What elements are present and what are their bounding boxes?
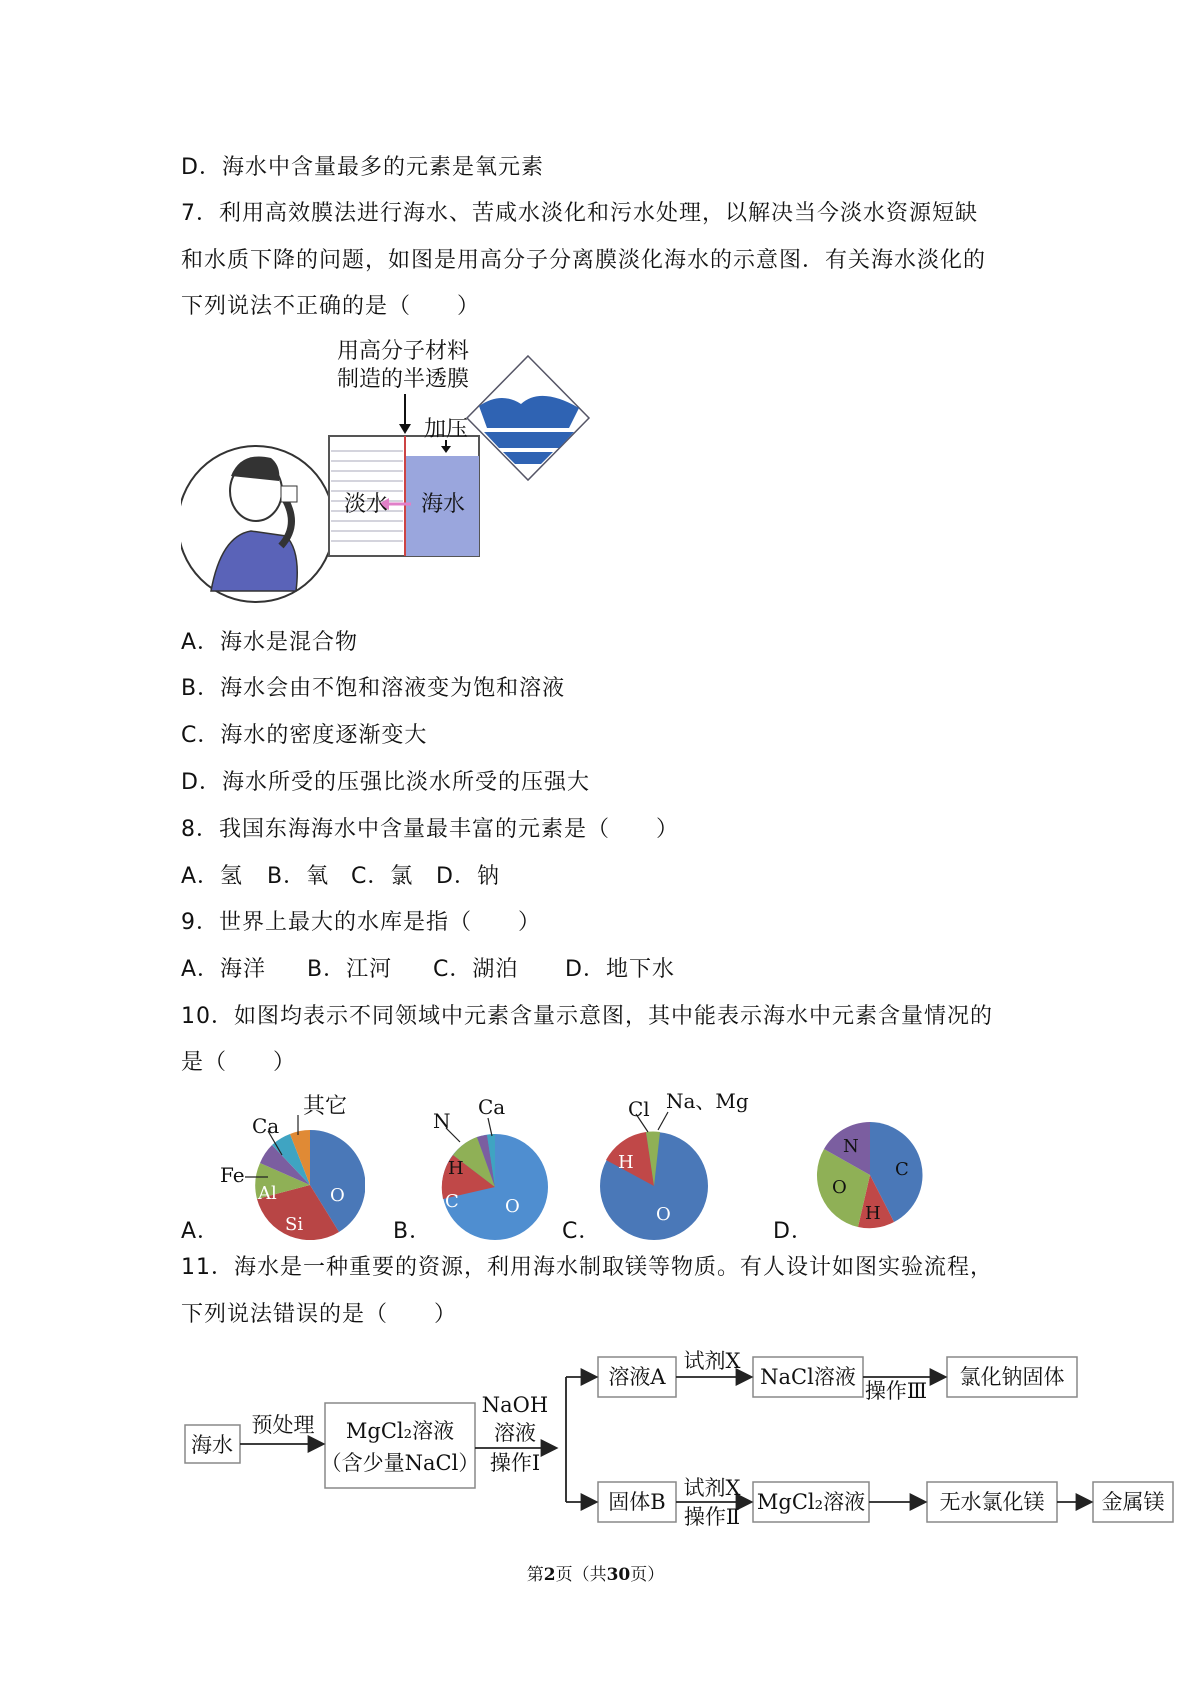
footer-post: 页） xyxy=(630,1565,665,1585)
pie-chart-b xyxy=(430,1090,560,1240)
q7-option-a: A．海水是混合物 xyxy=(181,630,359,655)
q10-option-b: B． xyxy=(393,1219,433,1244)
flow-seawater: 海水 xyxy=(191,1433,233,1457)
q11-stem-line2: 下列说法错误的是（ ） xyxy=(181,1302,458,1327)
footer-total-pages: 30 xyxy=(606,1565,631,1585)
footer-pre: 第 xyxy=(526,1565,544,1585)
flow-naoh-solution: 溶液 xyxy=(494,1421,536,1445)
fresh-water-label: 淡水 xyxy=(343,492,389,517)
flow-anhydrous-mgcl2: 无水氯化镁 xyxy=(939,1490,1045,1514)
footer-mid: 页（共 xyxy=(555,1565,607,1585)
q8-stem: 8．我国东海海水中含量最丰富的元素是（ ） xyxy=(181,817,679,842)
q9-option-c: C．湖泊 xyxy=(433,957,519,982)
desalination-membrane-figure xyxy=(181,336,601,611)
flow-mgcl2-solution: MgCl₂溶液 xyxy=(345,1419,455,1443)
q8-option-c: C．氯 xyxy=(351,864,414,889)
pie-chart-c xyxy=(598,1090,768,1240)
flow-operation-3: 操作Ⅲ xyxy=(864,1379,928,1403)
pie-c-label-o: O xyxy=(656,1204,671,1225)
q8-option-a: A．氢 xyxy=(181,864,244,889)
pie-a-label-si: Si xyxy=(285,1214,304,1235)
flow-operation-2: 操作Ⅱ xyxy=(683,1505,741,1529)
flow-reagent-x-bottom: 试剂X xyxy=(683,1476,741,1500)
flow-mgcl2-solution-2: MgCl₂溶液 xyxy=(756,1490,866,1514)
pie-d-label-c: C xyxy=(895,1159,909,1180)
flow-metal-mg: 金属镁 xyxy=(1101,1490,1165,1514)
membrane-label-1: 用高分子材料 xyxy=(336,339,470,364)
q9-option-d: D．地下水 xyxy=(565,957,675,982)
pie-b-label-h: H xyxy=(448,1158,464,1179)
q8-option-b: B．氧 xyxy=(267,864,330,889)
pressure-label: 加压 xyxy=(423,417,469,442)
q10-option-d: D． xyxy=(773,1219,814,1244)
pie-b-label-o: O xyxy=(505,1196,520,1217)
pie-b-label-c: C xyxy=(445,1191,459,1212)
footer-page-number: 2 xyxy=(543,1565,556,1585)
q7-stem-line2: 和水质下降的问题，如图是用高分子分离膜淡化海水的示意图．有关海水淡化的 xyxy=(181,248,987,273)
q7-stem-line1: 7．利用高效膜法进行海水、苦咸水淡化和污水处理，以解决当今淡水资源短缺 xyxy=(181,201,978,226)
q7-option-b: B．海水会由不饱和溶液变为饱和溶液 xyxy=(181,676,566,701)
flow-operation-1: 操作Ⅰ xyxy=(489,1451,541,1475)
page-footer xyxy=(0,1560,1191,1585)
q6-option-d: D．海水中含量最多的元素是氧元素 xyxy=(181,155,544,180)
q10-option-c: C． xyxy=(562,1219,602,1244)
flow-nacl-solution: NaCl溶液 xyxy=(760,1365,856,1389)
flow-naoh: NaOH xyxy=(481,1393,549,1417)
q9-stem: 9．世界上最大的水库是指（ ） xyxy=(181,910,541,935)
q9-option-b: B．江河 xyxy=(307,957,393,982)
pie-c-label-h: H xyxy=(618,1152,634,1173)
pie-chart-a xyxy=(210,1085,370,1240)
pie-d-label-n: N xyxy=(843,1136,859,1157)
pie-a-label-al: Al xyxy=(258,1183,277,1204)
pie-a-label-fe: Fe xyxy=(220,1163,245,1187)
q7-option-c: C．海水的密度逐渐变大 xyxy=(181,723,428,748)
q11-stem-line1: 11．海水是一种重要的资源，利用海水制取镁等物质。有人设计如图实验流程， xyxy=(181,1255,993,1280)
pie-d-label-h: H xyxy=(865,1203,881,1224)
q10-stem-line2: 是（ ） xyxy=(181,1050,297,1075)
q8-option-d: D．钠 xyxy=(436,864,500,889)
pie-a-label-other: 其它 xyxy=(303,1094,348,1119)
flow-mgcl2-subtitle: （含少量NaCl） xyxy=(320,1451,480,1475)
pie-b-label-ca: Ca xyxy=(478,1095,506,1119)
pie-d-label-o: O xyxy=(832,1177,847,1198)
flow-solution-a: 溶液A xyxy=(608,1365,666,1389)
q9-option-a: A．海洋 xyxy=(181,957,267,982)
q7-option-d: D．海水所受的压强比淡水所受的压强大 xyxy=(181,770,590,795)
q10-option-a: A． xyxy=(181,1219,221,1244)
flow-nacl-solid: 氯化钠固体 xyxy=(959,1365,1065,1389)
flow-pretreat: 预处理 xyxy=(251,1413,315,1437)
pie-chart-d xyxy=(810,1115,930,1235)
flow-solid-b: 固体B xyxy=(608,1490,666,1514)
pie-c-label-cl: Cl xyxy=(628,1097,650,1121)
mg-extraction-flowchart xyxy=(180,1340,1180,1540)
pie-c-label-na-mg: Na、Mg xyxy=(666,1090,749,1113)
sea-water-label: 海水 xyxy=(420,492,466,517)
membrane-label-2: 制造的半透膜 xyxy=(336,367,470,392)
pie-a-label-ca: Ca xyxy=(252,1114,280,1138)
pie-b-label-n: N xyxy=(433,1109,451,1133)
q10-stem-line1: 10．如图均表示不同领域中元素含量示意图，其中能表示海水中元素含量情况的 xyxy=(181,1004,993,1029)
q7-stem-line3: 下列说法不正确的是（ ） xyxy=(181,294,481,319)
flow-reagent-x-top: 试剂X xyxy=(683,1349,741,1373)
pie-a-label-o: O xyxy=(330,1185,345,1206)
